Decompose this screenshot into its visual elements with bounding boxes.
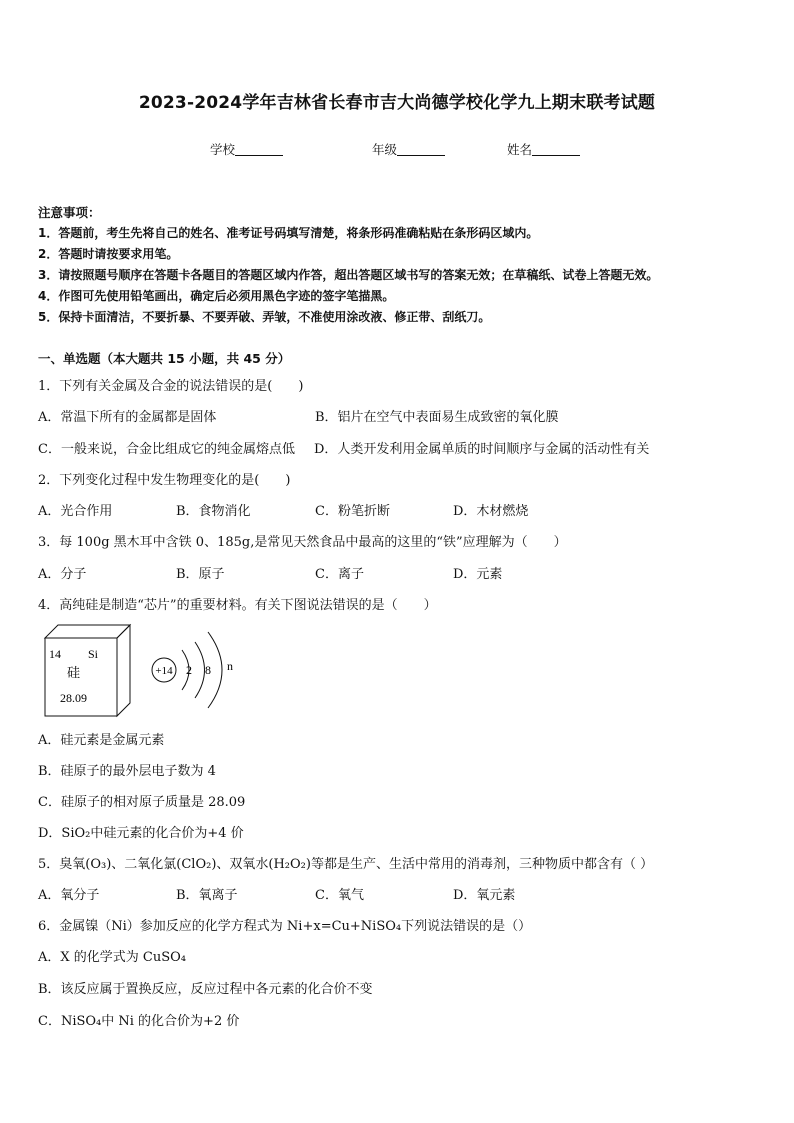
option-a[interactable]: A．分子 <box>38 567 87 582</box>
option-c[interactable]: C．离子 <box>315 567 364 582</box>
shell-arc-2 <box>195 642 205 698</box>
student-info-row <box>0 140 794 160</box>
option-b[interactable]: B．该反应属于置换反应，反应过程中各元素的化合价不变 <box>38 982 373 997</box>
note-item: 3．请按照题号顺序在答题卡各题目的答题区域内作答，超出答题区域书写的答案无效；在草稿纸、试卷上答题无效。 <box>38 268 659 282</box>
question-stem: 1．下列有关金属及合金的说法错误的是( ) <box>38 379 304 394</box>
option-b[interactable]: B．硅原子的最外层电子数为 4 <box>38 764 216 779</box>
note-item: 4．作图可先使用铅笔画出，确定后必须用黑色字迹的签字笔描黑。 <box>38 289 395 303</box>
notes-heading: 注意事项： <box>38 205 101 220</box>
option-a[interactable]: A．氧分子 <box>38 888 100 903</box>
shell-electrons: n <box>227 659 233 673</box>
option-d[interactable]: D．元素 <box>453 567 503 582</box>
option-c[interactable]: C．NiSO₄中 Ni 的化合价为+2 价 <box>38 1014 240 1029</box>
grade-field[interactable] <box>372 140 445 158</box>
school-blank[interactable] <box>235 142 283 156</box>
element-symbol: Si <box>88 647 99 661</box>
option-b[interactable]: B．氧离子 <box>176 888 238 903</box>
shell-electrons: 8 <box>205 663 211 677</box>
option-d[interactable]: D．SiO₂中硅元素的化合价为+4 价 <box>38 826 244 841</box>
option-d[interactable]: D．木材燃烧 <box>453 504 529 519</box>
grade-label: 年级 <box>372 142 398 157</box>
note-item: 1．答题前，考生先将自己的姓名、准考证号码填写清楚，将条形码准确粘贴在条形码区域内。 <box>38 226 539 240</box>
school-field[interactable] <box>210 140 283 158</box>
school-label: 学校 <box>210 142 236 157</box>
name-blank[interactable] <box>532 142 580 156</box>
option-d[interactable]: D．氧元素 <box>453 888 516 903</box>
question-stem: 6．金属镍（Ni）参加反应的化学方程式为 Ni+x=Cu+NiSO₄下列说法错误的是（） <box>38 919 532 934</box>
element-name: 硅 <box>67 666 81 681</box>
option-c[interactable]: C．氧气 <box>315 888 364 903</box>
option-b[interactable]: B．食物消化 <box>176 504 251 519</box>
option-c[interactable]: C．硅原子的相对原子质量是 28.09 <box>38 795 246 810</box>
atomic-mass: 28.09 <box>60 691 87 705</box>
grade-blank[interactable] <box>397 142 445 156</box>
question-stem: 2．下列变化过程中发生物理变化的是( ) <box>38 473 291 488</box>
note-item: 2．答题时请按要求用笔。 <box>38 247 179 261</box>
question-stem: 4．高纯硅是制造“芯片”的重要材料。有关下图说法错误的是（ ） <box>38 598 437 613</box>
nucleus-charge: +14 <box>155 665 173 677</box>
note-item: 5．保持卡面清洁，不要折暴、不要弄破、弄皱，不准使用涂改液、修正带、刮纸刀。 <box>38 310 491 324</box>
shell-electrons: 2 <box>186 663 192 677</box>
silicon-figure <box>40 620 250 720</box>
option-d[interactable]: D．人类开发利用金属单质的时间顺序与金属的活动性有关 <box>314 442 650 457</box>
option-a[interactable]: A．常温下所有的金属都是固体 <box>38 410 217 425</box>
section-heading: 一、单选题（本大题共 15 小题，共 45 分） <box>38 351 291 366</box>
option-a[interactable]: A．X 的化学式为 CuSO₄ <box>38 950 187 965</box>
question-stem: 5．臭氧(O₃)、二氧化氯(ClO₂)、双氧水(H₂O₂)等都是生产、生活中常用的消毒剂，三种物质中都含有（ ） <box>38 857 654 872</box>
cube-side <box>117 625 130 716</box>
name-label: 姓名 <box>507 142 533 157</box>
question-stem: 3．每 100g 黑木耳中含铁 0、185g,是常见天然食品中最高的这里的“铁”应理解为（ ） <box>38 535 567 550</box>
atomic-number: 14 <box>49 647 61 661</box>
cube-top <box>45 625 130 638</box>
option-c[interactable]: C．粉笔折断 <box>315 504 390 519</box>
option-b[interactable]: B．铝片在空气中表面易生成致密的氧化膜 <box>315 410 559 425</box>
name-field[interactable] <box>507 140 580 158</box>
option-b[interactable]: B．原子 <box>176 567 225 582</box>
silicon-diagram <box>40 620 250 720</box>
option-c[interactable]: C．一般来说，合金比组成它的纯金属熔点低 <box>38 442 295 457</box>
option-a[interactable]: A．硅元素是金属元素 <box>38 733 165 748</box>
exam-title: 2023-2024学年吉林省长春市吉大尚德学校化学九上期末联考试题 <box>138 93 656 113</box>
option-a[interactable]: A．光合作用 <box>38 504 113 519</box>
